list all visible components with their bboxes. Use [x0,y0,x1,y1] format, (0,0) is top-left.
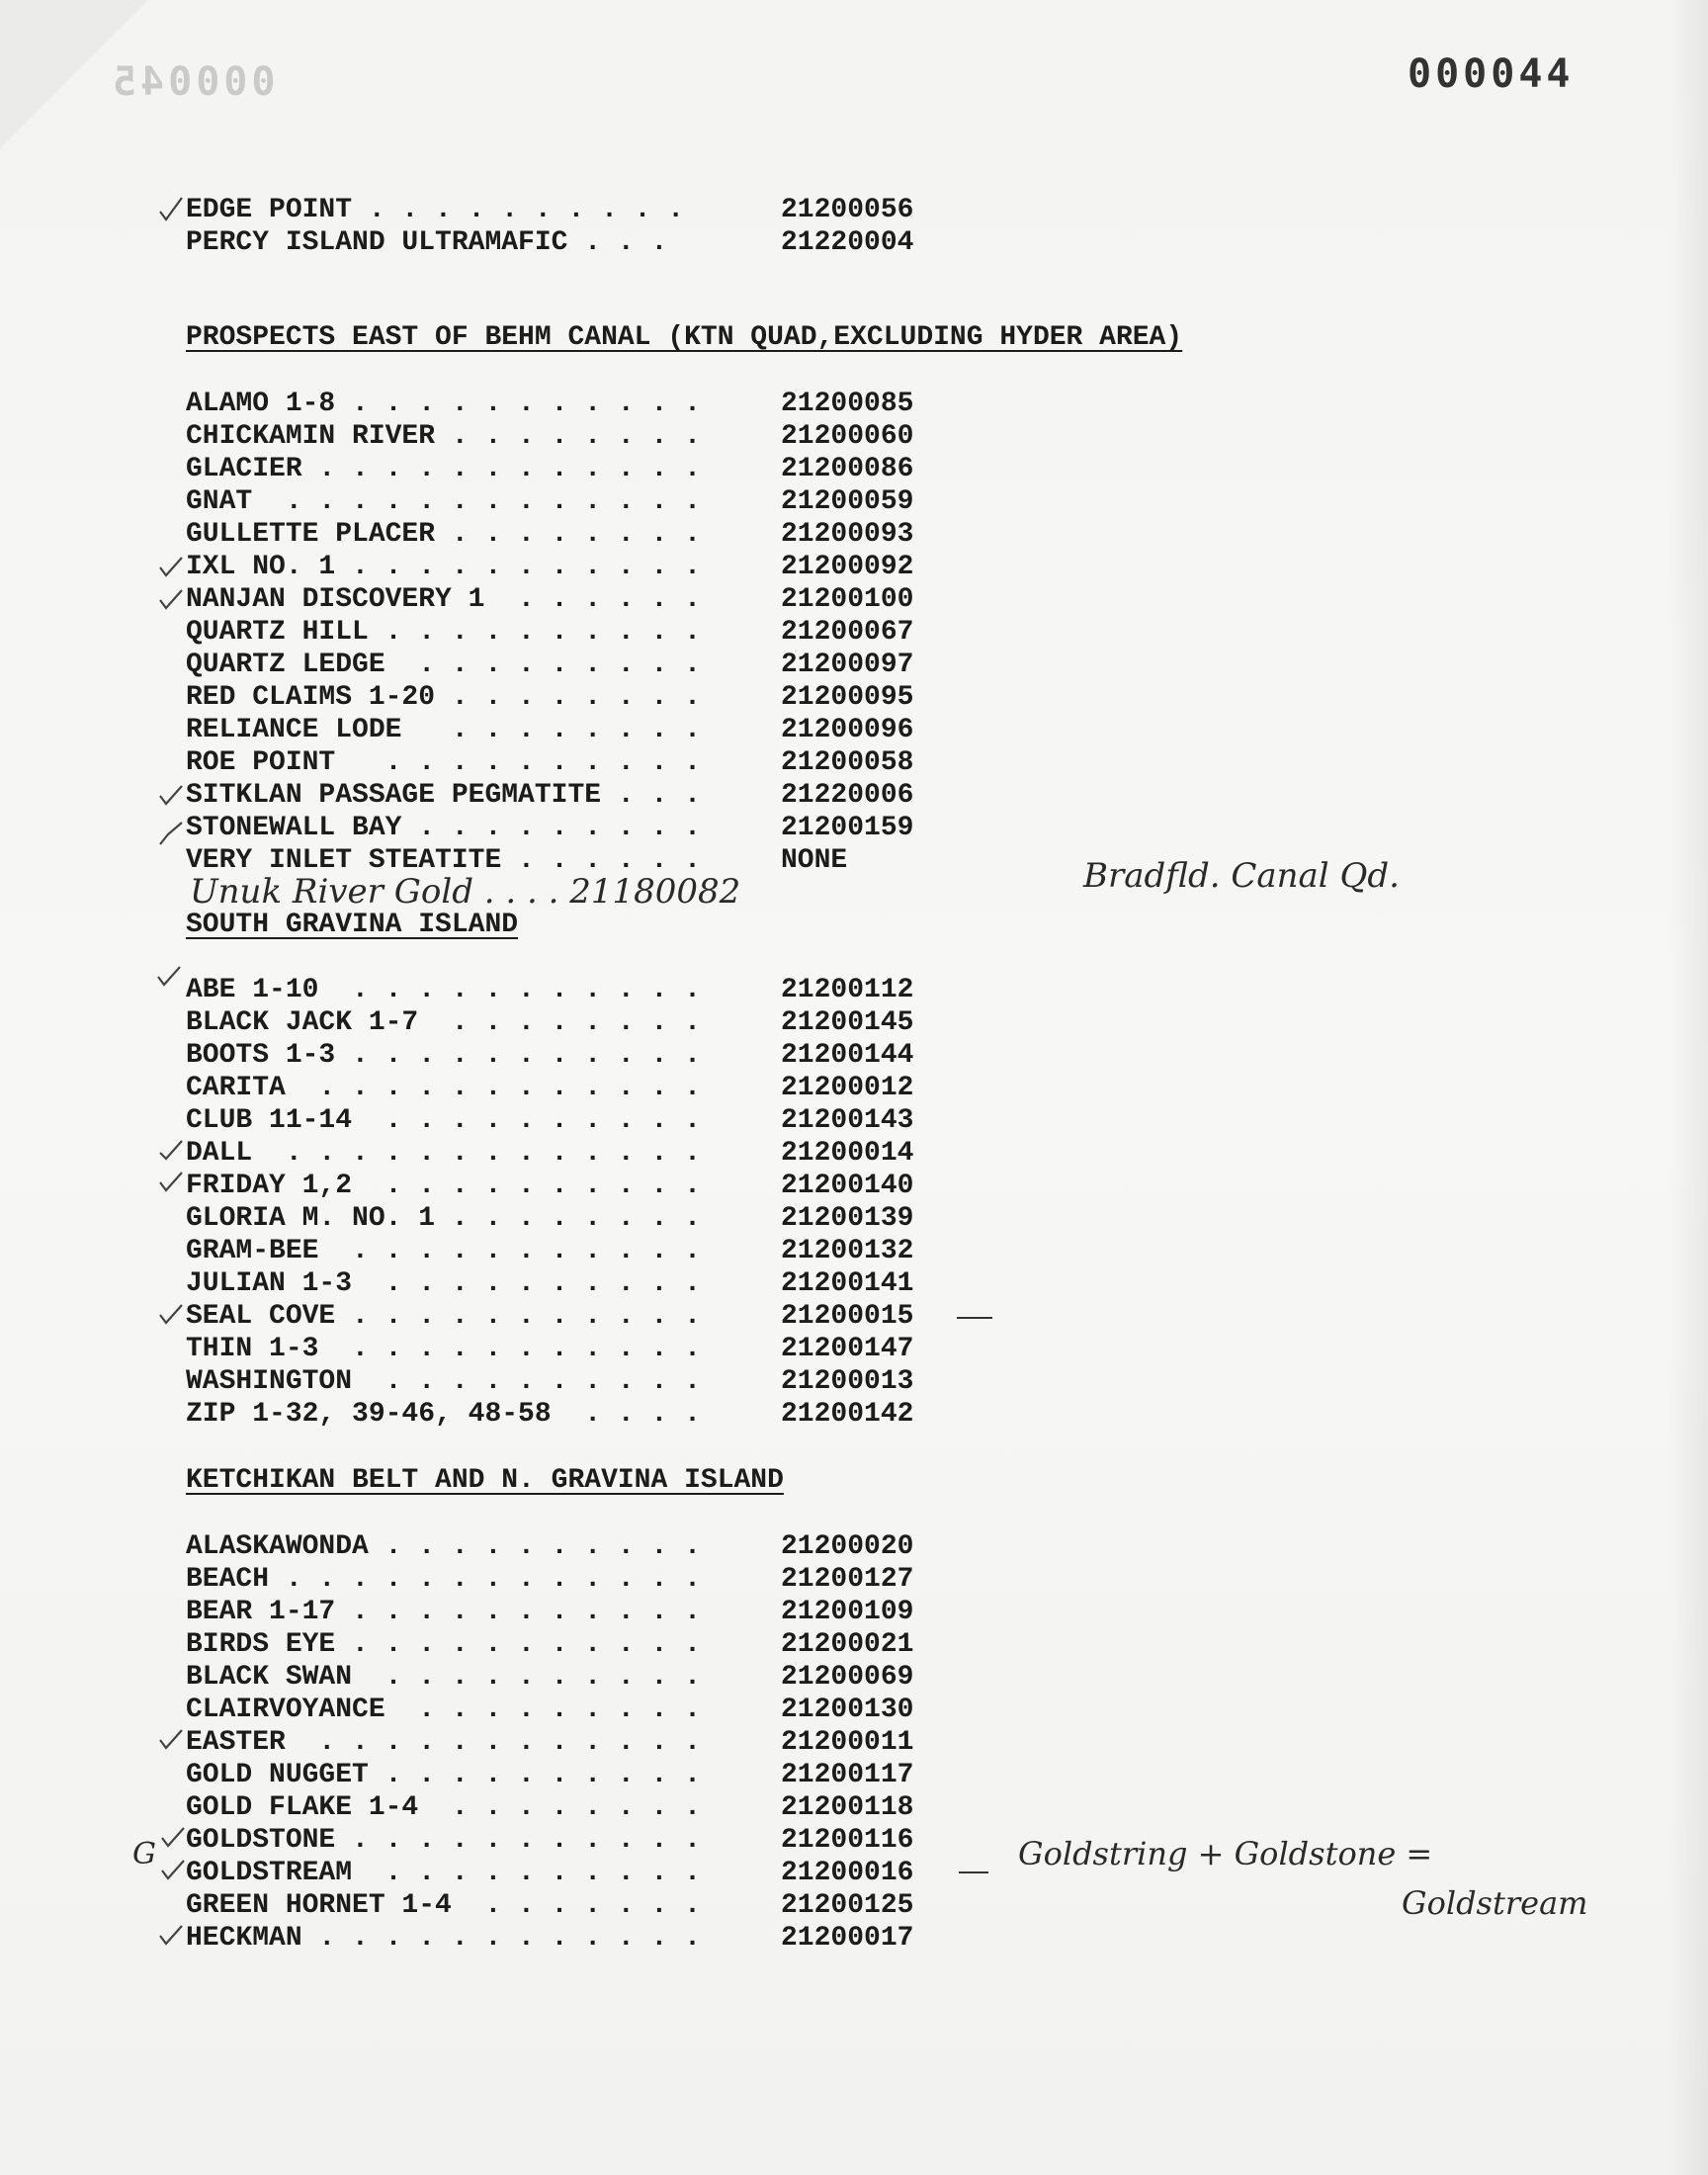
prospect-name: JULIAN 1-3 . . . . . . . . . . [186,1268,701,1299]
prospect-code: 21200159 [781,813,914,843]
south-gravina-list [186,974,996,1431]
prospect-name: ZIP 1-32, 39-46, 48-58 . . . . [186,1399,701,1430]
prospect-name: EDGE POINT . . . . . . . . . . [186,195,685,225]
prospect-name: FRIDAY 1,2 . . . . . . . . . . [186,1171,701,1201]
list-item [186,1628,996,1661]
check-mark-icon [160,1857,186,1882]
prospect-name: NANJAN DISCOVERY 1 . . . . . . [186,584,701,615]
page-edge-shadow [1668,0,1708,2175]
prospect-code: 21200095 [781,682,914,713]
prospect-code: 21200118 [781,1792,914,1823]
list-item [186,1104,996,1137]
prospect-code: NONE [781,845,848,876]
prospect-code: 21200132 [781,1236,914,1266]
prospect-name: QUARTZ LEDGE . . . . . . . . . [186,650,701,680]
list-item [186,1759,996,1791]
check-mark-icon [158,196,184,221]
prospect-name: SEAL COVE . . . . . . . . . . . [186,1301,701,1332]
prospect-name: RELIANCE LODE . . . . . . . . [186,715,701,745]
prospect-code: 21200085 [781,389,914,419]
prospect-code: 21200097 [781,650,914,680]
handwritten-dash-mark [957,1317,992,1319]
check-mark-icon [160,1824,186,1850]
handwritten-note-goldstream-line1: Goldstring + Goldstone = [1018,1835,1433,1872]
check-mark-icon [158,1169,184,1194]
prospect-name: BLACK JACK 1-7 . . . . . . . . [186,1007,701,1038]
prospect-code: 21200109 [781,1597,914,1627]
prospect-code: 21200144 [781,1040,914,1071]
list-item [186,194,996,226]
list-item [186,714,996,746]
prospect-name: GOLDSTREAM . . . . . . . . . . [186,1858,701,1888]
list-item [186,388,996,420]
prospect-code: 21200112 [781,975,914,1005]
check-mark-icon [158,1301,184,1327]
list-item [186,1202,996,1235]
prospect-code: 21200056 [781,195,914,225]
prospect-name: GOLD FLAKE 1-4 . . . . . . . . [186,1792,701,1823]
prospect-code: 21200093 [781,519,914,550]
list-item [186,1267,996,1300]
prospect-code: 21200011 [781,1727,914,1758]
check-mark-icon [158,821,184,846]
bleed-through-page-stamp: 000045 [109,59,276,105]
top-entry-list [186,194,996,259]
list-item [186,226,996,259]
check-mark-icon [158,1135,184,1161]
list-item [186,1661,996,1694]
list-item [186,1889,996,1922]
prospect-code: 21220004 [781,227,914,258]
prospect-code: 21200092 [781,552,914,582]
prospect-name: THIN 1-3 . . . . . . . . . . . [186,1334,701,1364]
list-item [186,1137,996,1170]
prospect-code: 21200125 [781,1890,914,1921]
prospect-name: IXL NO. 1 . . . . . . . . . . . [186,552,701,582]
prospect-name: PERCY ISLAND ULTRAMAFIC . . . [186,227,668,258]
section-heading-south-gravina: SOUTH GRAVINA ISLAND [186,910,519,940]
list-item [186,681,996,714]
list-item [186,485,996,518]
prospect-code: 21200096 [781,715,914,745]
list-item [186,746,996,779]
prospect-name: GLORIA M. NO. 1 . . . . . . . . [186,1203,701,1234]
prospect-code: 21200015 [781,1301,914,1332]
list-item [186,1235,996,1267]
prospect-code: 21200141 [781,1268,914,1299]
prospect-name: BLACK SWAN . . . . . . . . . . [186,1662,701,1693]
list-item [186,1039,996,1072]
prospect-code: 21200143 [781,1105,914,1136]
list-item [186,1726,996,1759]
list-item [186,1072,996,1104]
prospect-name: GNAT . . . . . . . . . . . . . [186,486,701,517]
prospect-code: 21200059 [781,486,914,517]
prospect-code: 21200127 [781,1564,914,1595]
prospect-code: 21200142 [781,1399,914,1430]
prospect-name: STONEWALL BAY . . . . . . . . . [186,813,701,843]
prospect-name: SITKLAN PASSAGE PEGMATITE . . . [186,780,701,811]
check-mark-icon [158,586,184,612]
list-item [186,1365,996,1398]
prospect-name: ABE 1-10 . . . . . . . . . . . [186,975,701,1005]
prospect-name: GREEN HORNET 1-4 . . . . . . . [186,1890,701,1921]
page-number-stamp: 000044 [1408,51,1575,97]
handwritten-margin-mark: G [132,1837,156,1871]
prospect-code: 21200140 [781,1171,914,1201]
prospect-name: DALL . . . . . . . . . . . . . [186,1138,701,1169]
prospect-name: GULLETTE PLACER . . . . . . . . [186,519,701,550]
check-mark-icon [158,554,184,579]
list-item [186,1596,996,1628]
list-item [186,1530,996,1563]
prospect-code: 21200130 [781,1695,914,1725]
list-item [186,1300,996,1333]
prospect-name: CLAIRVOYANCE . . . . . . . . . [186,1695,701,1725]
prospect-code: 21200117 [781,1760,914,1790]
prospect-name: ROE POINT . . . . . . . . . . [186,747,701,778]
list-item [186,583,996,616]
prospect-name: BOOTS 1-3 . . . . . . . . . . . [186,1040,701,1071]
prospect-name: VERY INLET STEATITE . . . . . . [186,845,701,876]
prospect-name: GOLDSTONE . . . . . . . . . . . [186,1825,701,1856]
list-item [186,616,996,649]
prospect-code: 21200145 [781,1007,914,1038]
prospect-name: QUARTZ HILL . . . . . . . . . . [186,617,701,648]
handwritten-dash-mark [959,1871,988,1873]
prospect-code: 21200016 [781,1858,914,1888]
check-mark-icon [158,782,184,808]
prospect-name: BEACH . . . . . . . . . . . . . [186,1564,701,1595]
list-item [186,974,996,1006]
list-item [186,1563,996,1596]
prospect-code: 21200020 [781,1531,914,1562]
check-mark-icon [158,1726,184,1752]
list-item [186,779,996,812]
list-item [186,1170,996,1202]
prospect-code: 21200013 [781,1366,914,1397]
prospect-code: 21200139 [781,1203,914,1234]
prospect-code: 21200086 [781,454,914,484]
list-item [186,1791,996,1824]
prospect-code: 21200067 [781,617,914,648]
prospect-code: 21200060 [781,421,914,452]
prospect-name: BIRDS EYE . . . . . . . . . . . [186,1629,701,1660]
prospect-name: BEAR 1-17 . . . . . . . . . . . [186,1597,701,1627]
handwritten-note-goldstream-line2: Goldstream [1402,1884,1588,1922]
list-item [186,518,996,551]
ketchikan-belt-list [186,1530,996,1955]
prospect-code: 21200021 [781,1629,914,1660]
list-item [186,551,996,583]
prospect-name: GLACIER . . . . . . . . . . . . [186,454,701,484]
handwritten-entry-unuk-river: Unuk River Gold . . . . 21180082 [190,872,741,912]
prospect-name: GRAM-BEE . . . . . . . . . . . [186,1236,701,1266]
list-item [186,1922,996,1955]
prospect-name: CARITA . . . . . . . . . . . . [186,1073,701,1103]
prospect-name: WASHINGTON . . . . . . . . . . [186,1366,701,1397]
list-item [186,812,996,844]
prospect-code: 21220006 [781,780,914,811]
list-item [186,420,996,453]
list-item [186,1694,996,1726]
prospect-name: CHICKAMIN RIVER . . . . . . . . [186,421,701,452]
prospect-code: 21200069 [781,1662,914,1693]
prospect-name: EASTER . . . . . . . . . . . . [186,1727,701,1758]
prospect-name: ALASKAWONDA . . . . . . . . . . [186,1531,701,1562]
prospect-name: RED CLAIMS 1-20 . . . . . . . . [186,682,701,713]
list-item [186,1398,996,1431]
prospect-code: 21200014 [781,1138,914,1169]
prospect-code: 21200147 [781,1334,914,1364]
east-behm-canal-list [186,388,996,877]
list-item [186,453,996,485]
prospect-name: CLUB 11-14 . . . . . . . . . . [186,1105,701,1136]
prospect-code: 21200100 [781,584,914,615]
prospect-name: ALAMO 1-8 . . . . . . . . . . . [186,389,701,419]
section-heading-east-behm-canal: PROSPECTS EAST OF BEHM CANAL (KTN QUAD,EXCLUDING HYDER AREA) [186,322,1183,353]
list-item [186,1006,996,1039]
prospect-code: 21200058 [781,747,914,778]
prospect-name: GOLD NUGGET . . . . . . . . . . [186,1760,701,1790]
list-item [186,1824,996,1857]
handwritten-note-bradfield-canal: Bradfld. Canal Qd. [1083,856,1400,896]
check-mark-icon [158,1922,184,1948]
prospect-name: HECKMAN . . . . . . . . . . . . [186,1923,701,1954]
prospect-code: 21200017 [781,1923,914,1954]
section-heading-ketchikan-belt: KETCHIKAN BELT AND N. GRAVINA ISLAND [186,1465,784,1496]
list-item [186,1857,996,1889]
prospect-code: 21200116 [781,1825,914,1856]
check-mark-icon [156,963,182,989]
prospect-code: 21200012 [781,1073,914,1103]
list-item [186,1333,996,1365]
list-item [186,649,996,681]
